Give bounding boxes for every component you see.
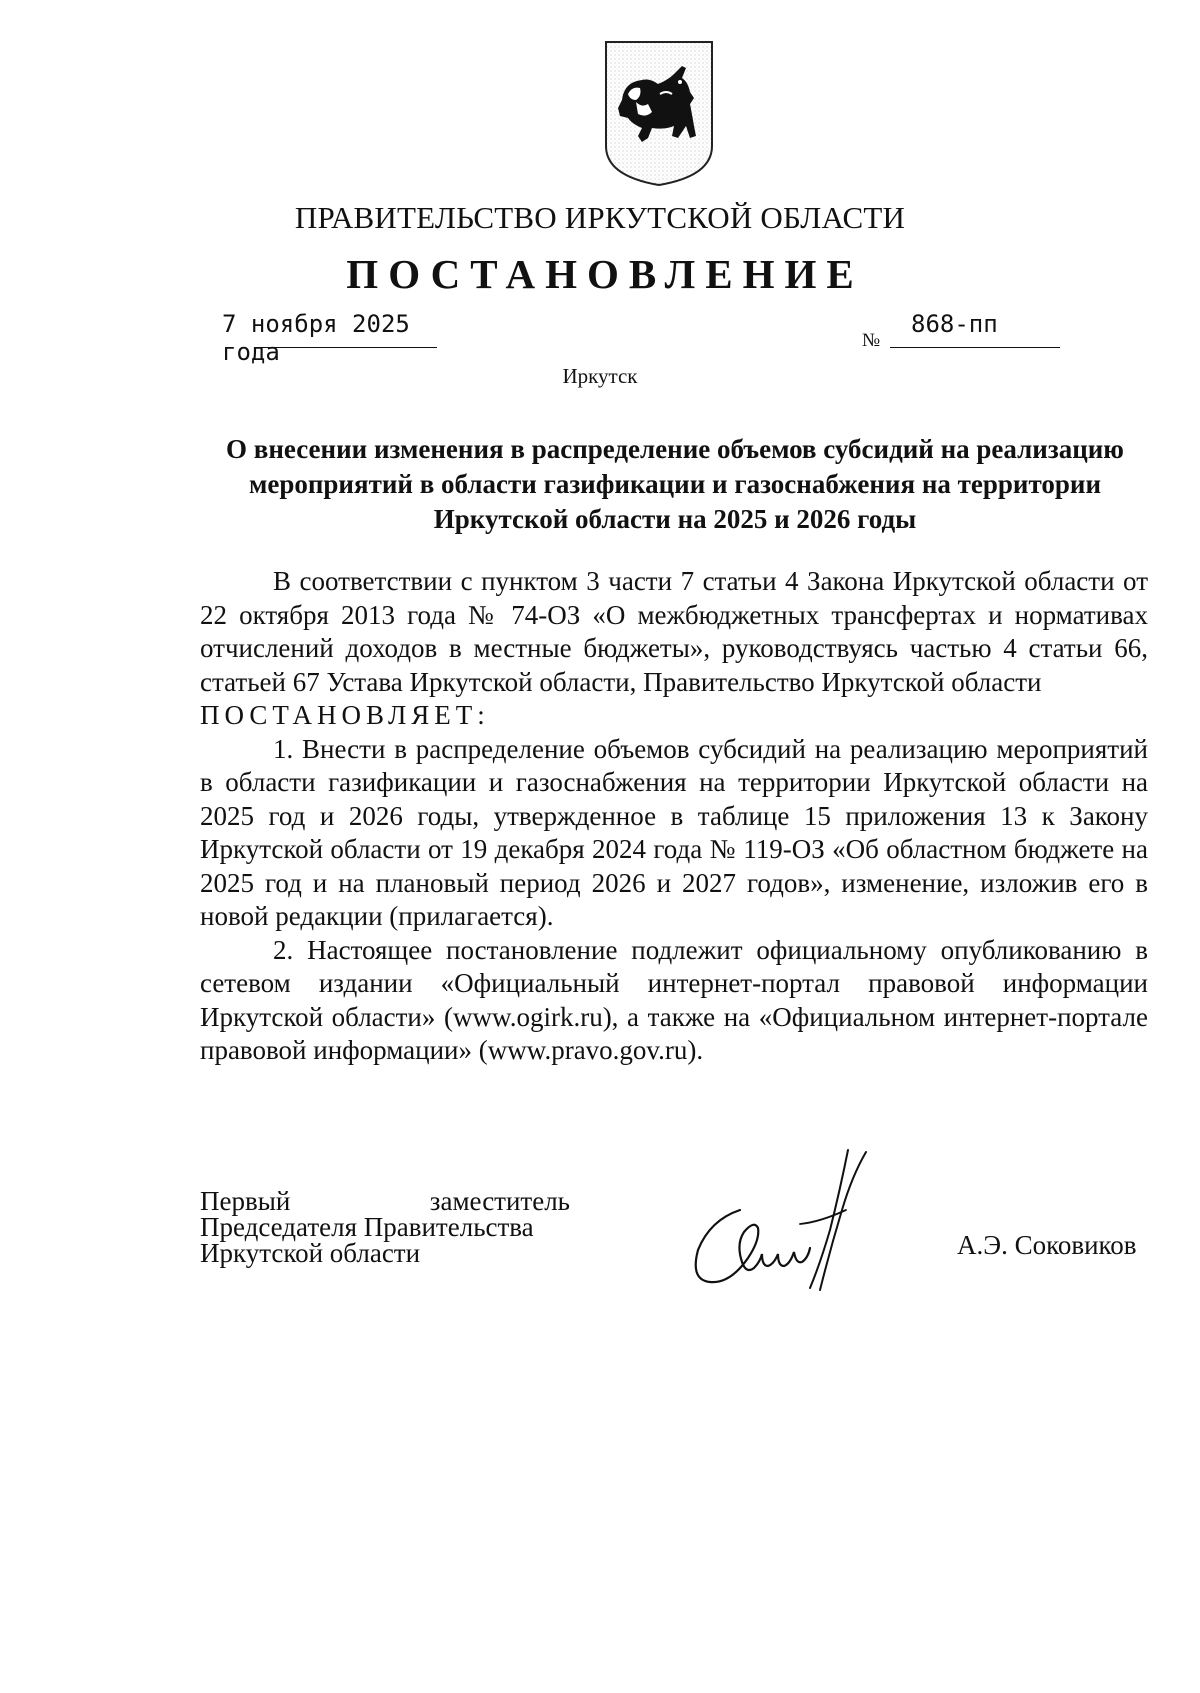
- signer-name: А.Э. Соковиков: [957, 1230, 1137, 1260]
- decree-word: ПОСТАНОВЛЯЕТ:: [200, 700, 490, 730]
- handwritten-signature-icon: [670, 1140, 880, 1315]
- item-paragraph-1: 1. Внести в распределение объемов субсидий на реализацию мероприятий в области газификации и газоснабжения на территории Иркутской области на 2025 год и 2026 годы, утвержденное в таблице 15 приложения 13 к Закону Иркутской области от 19 декабря 2024 года № 119-ОЗ «Об областном бюджете на 2025 год и на плановый период 2026 и 2027 годов», изменение, изложив его в новой редакции (прилагается).: [200, 733, 1148, 931]
- number-underline: [890, 347, 1060, 348]
- document-subject: [195, 432, 1155, 537]
- subject-line: Иркутской области на 2025 и 2026 годы: [433, 504, 917, 534]
- signer-position-line: Иркутской области: [200, 1238, 421, 1268]
- document-type-heading: ПОСТАНОВЛЕНИЕ: [346, 251, 864, 297]
- signer-position-word: заместитель: [429, 1186, 570, 1216]
- coat-of-arms-icon: [602, 38, 716, 188]
- preamble-paragraph: В соответствии с пунктом 3 части 7 статьи 4 Закона Иркутской области от 22 октября 2013 года № 74-ОЗ «О межбюджетных трансфертах и нормативах отчислений доходов в местные бюджеты», руководствуясь частью 4 статьи 66, статьей 67 Устава Иркутской области, Правительство Иркутской области: [200, 566, 1148, 697]
- document-date-field: [222, 310, 462, 370]
- signer-position-word: Первый: [200, 1186, 291, 1216]
- document-body: [200, 565, 1148, 1068]
- signer-position-line: Председателя Правительства: [200, 1212, 534, 1242]
- item-paragraph-2: 2. Настоящее постановление подлежит официальному опубликованию в сетевом издании «Официальный интернет-портал правовой информации Иркутской области» (www.ogirk.ru), а также на «Официальном интернет-портале правовой информации» (www.pravo.gov.ru).: [200, 934, 1148, 1065]
- signer-position: [200, 1188, 570, 1266]
- signer-position-line: [200, 1188, 570, 1214]
- organization-title: ПРАВИТЕЛЬСТВО ИРКУТСКОЙ ОБЛАСТИ: [294, 200, 906, 235]
- document-number-field: [862, 310, 1062, 350]
- document-date: 7 ноября 2025 года: [222, 310, 410, 366]
- subject-line: О внесении изменения в распределение объемов субсидий на реализацию: [226, 434, 1124, 464]
- document-number: 868-пп: [911, 310, 998, 338]
- number-sign: №: [862, 330, 881, 351]
- date-underline: [262, 347, 437, 348]
- subject-line: мероприятий в области газификации и газоснабжения на территории: [248, 469, 1102, 499]
- issue-city: Иркутск: [562, 364, 638, 388]
